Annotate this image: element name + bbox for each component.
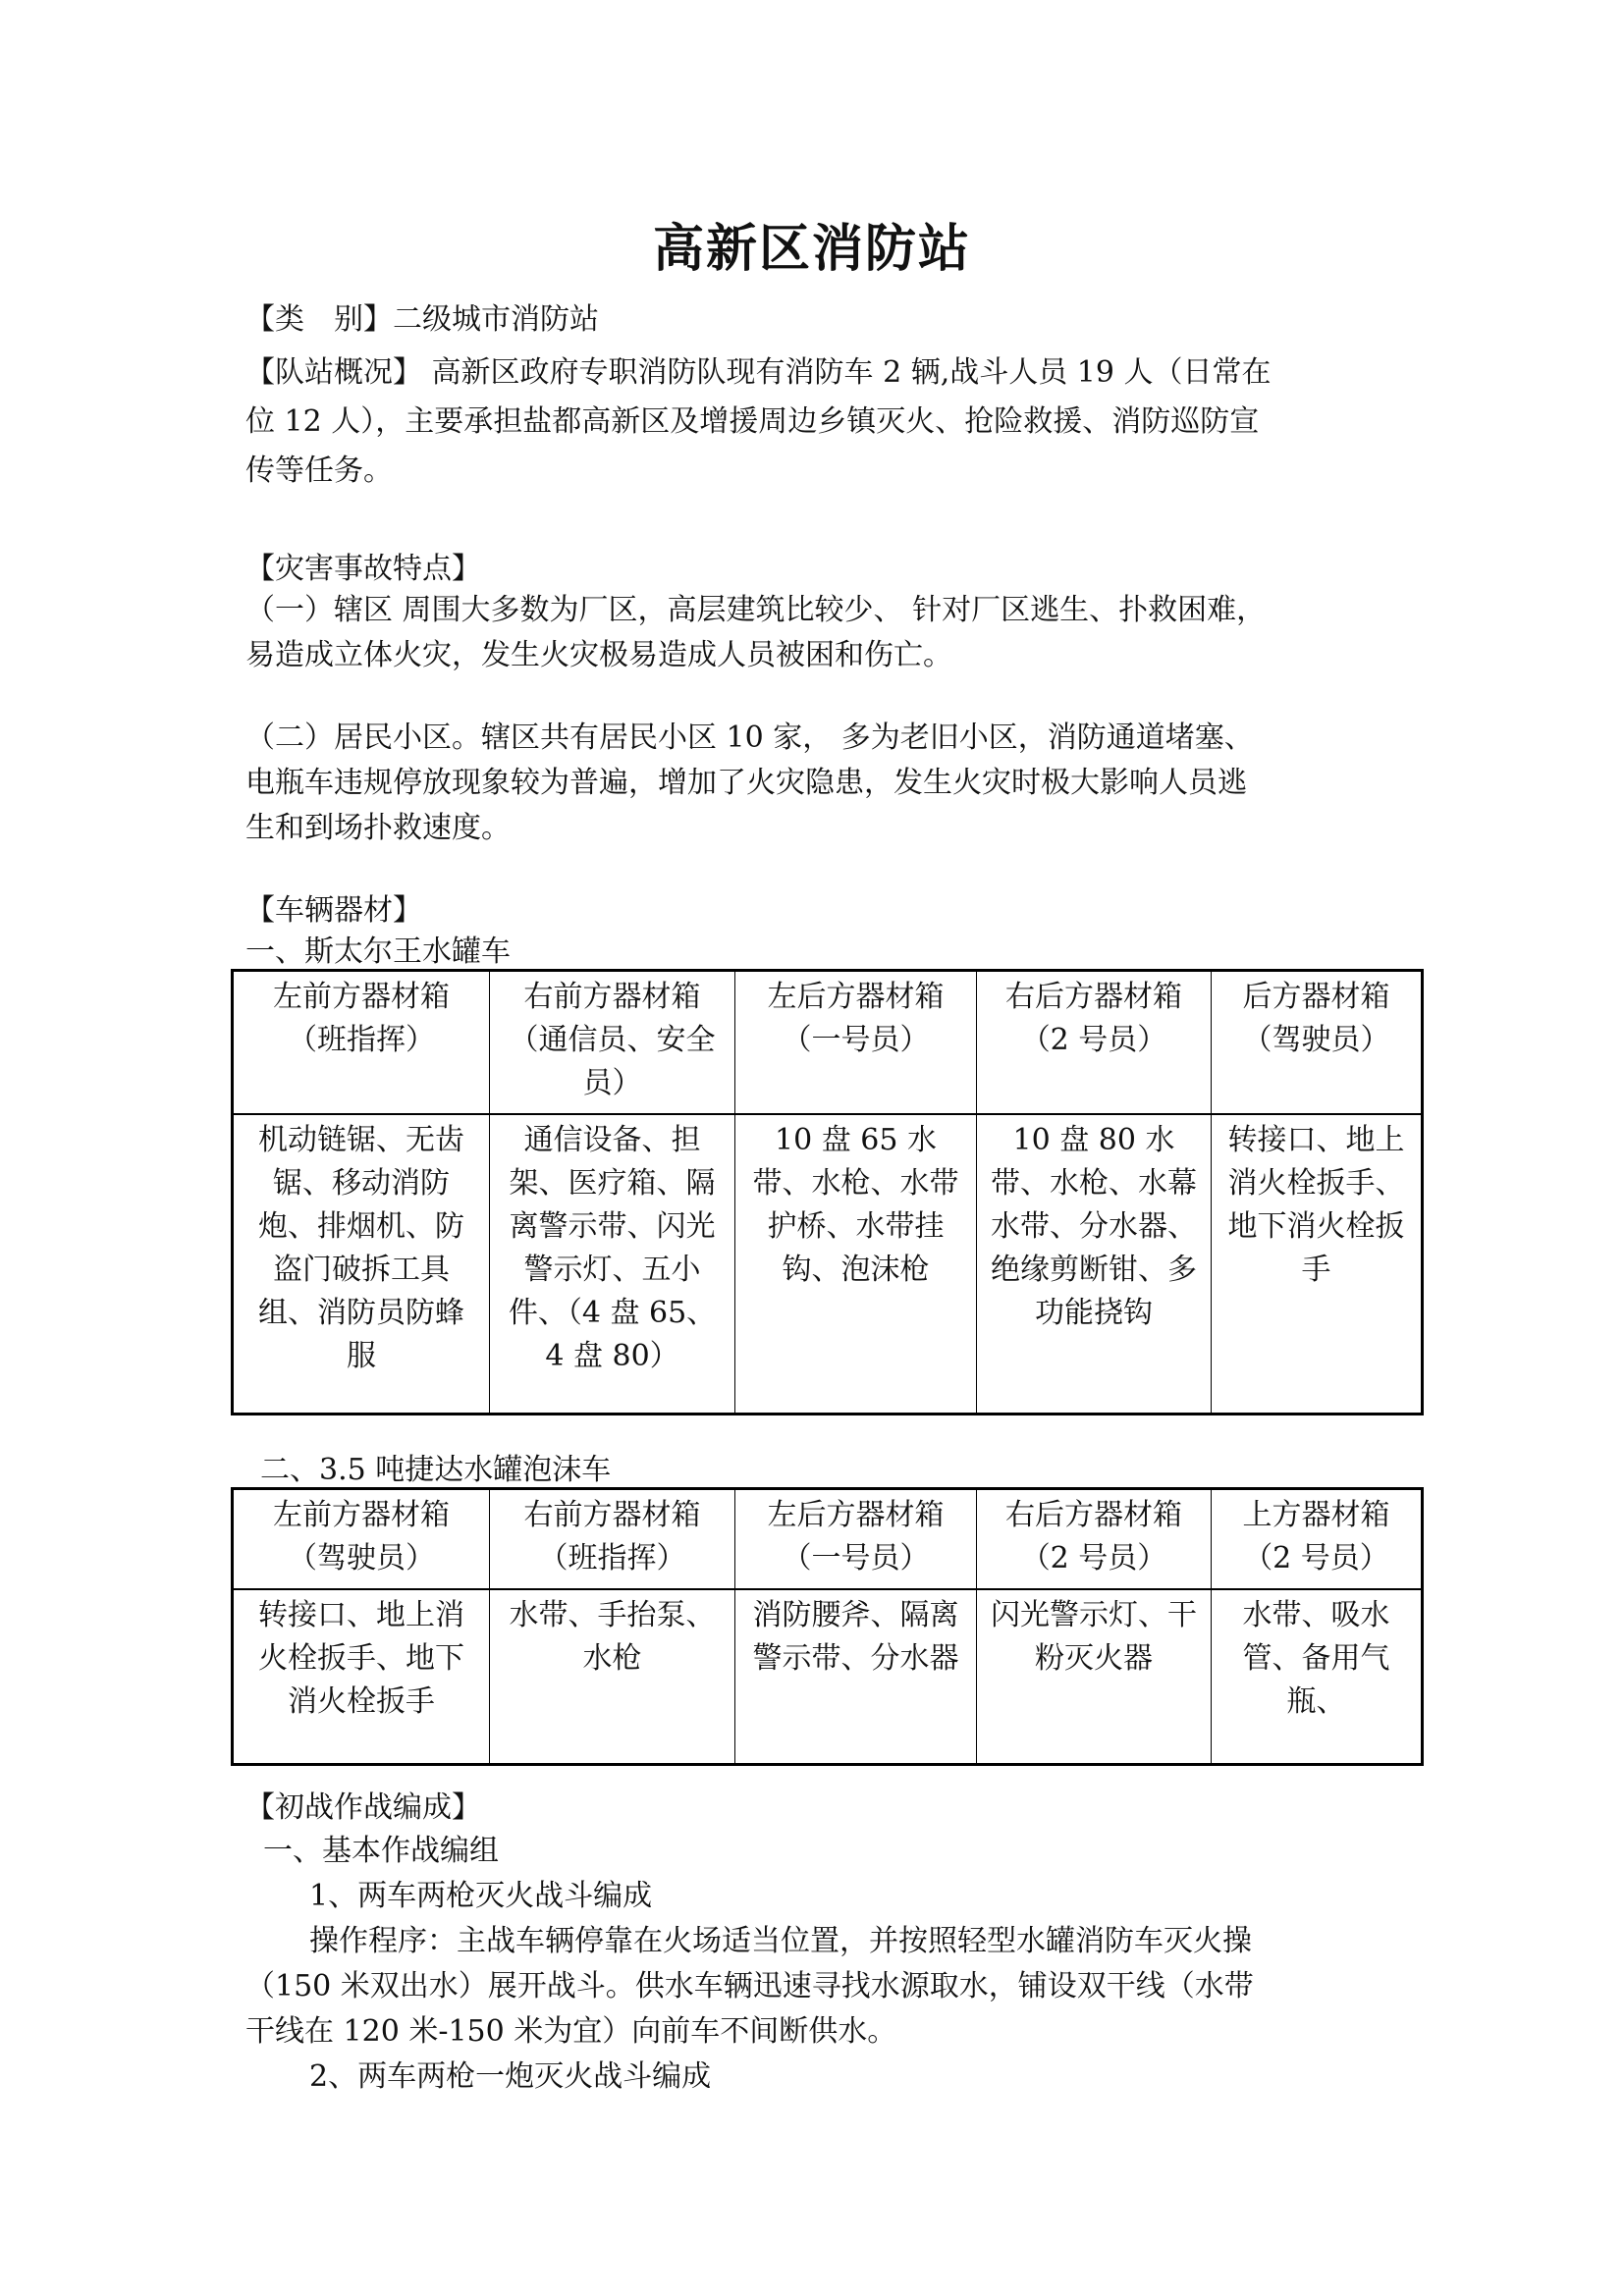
- category-label: 【类 别】: [245, 302, 393, 337]
- vehicles-heading: 【车辆器材】: [245, 893, 422, 928]
- combat-section-1: 一、基本作战编组: [263, 1834, 499, 1868]
- table-header-cell: 右前方器材箱（班指挥）: [490, 1489, 735, 1590]
- table-cell: 转接口、地上消火栓扳手、地下消火栓扳手: [233, 1589, 490, 1764]
- combat-item1-line-1: 操作程序：主战车辆停靠在火场适当位置，并按照轻型水罐消防车灭火操: [309, 1924, 1252, 1958]
- truck1-equipment-table: [231, 969, 1424, 1415]
- combat-item1-line-3: 干线在 120 米-150 米为宜）向前车不间断供水。: [245, 2014, 897, 2049]
- disaster-item2-line-2: 电瓶车违规停放现象较为普遍，增加了火灾隐患，发生火灾时极大影响人员逃: [245, 766, 1247, 800]
- table-header-cell: 左前方器材箱（驾驶员）: [233, 1489, 490, 1590]
- table-row: [233, 1589, 1423, 1764]
- table-row: [233, 1114, 1423, 1414]
- table-cell: 水带、手抬泵、水枪: [490, 1589, 735, 1764]
- disaster-heading: 【灾害事故特点】: [245, 552, 481, 586]
- disaster-item2-line-1: （二）居民小区。辖区共有居民小区 10 家， 多为老旧小区，消防通道堵塞、: [245, 721, 1254, 755]
- table-cell: 消防腰斧、隔离警示带、分水器: [735, 1589, 977, 1764]
- truck2-name: 二、3.5 吨捷达水罐泡沫车: [260, 1453, 612, 1487]
- table-cell: 水带、吸水管、备用气瓶、: [1212, 1589, 1423, 1764]
- table-cell: 转接口、地上消火栓扳手、地下消火栓扳手: [1212, 1114, 1423, 1414]
- disaster-item2-line-3: 生和到场扑救速度。: [245, 811, 511, 845]
- table-header-cell: 左后方器材箱（一号员）: [735, 1489, 977, 1590]
- table-header-cell: 后方器材箱（驾驶员）: [1212, 971, 1423, 1115]
- disaster-item1-line-1: （一）辖区 周围大多数为厂区，高层建筑比较少、 针对厂区逃生、扑救困难，: [245, 593, 1267, 627]
- table-header-cell: 左前方器材箱（班指挥）: [233, 971, 490, 1115]
- combat-item2-title: 2、两车两枪一炮灭火战斗编成: [309, 2059, 712, 2094]
- combat-item1-title: 1、两车两枪灭火战斗编成: [309, 1879, 653, 1913]
- table-header-row: [233, 971, 1423, 1115]
- table-header-cell: 右后方器材箱（2 号员）: [977, 971, 1212, 1115]
- overview-line-3: 传等任务。: [245, 454, 393, 488]
- overview-line-1: 【队站概况】 高新区政府专职消防队现有消防车 2 辆,战斗人员 19 人（日常在: [245, 355, 1272, 390]
- truck2-equipment-table: [231, 1487, 1424, 1766]
- table-header-row: [233, 1489, 1423, 1590]
- overview-line-2: 位 12 人），主要承担盐都高新区及增援周边乡镇灭火、抢险救援、消防巡防宣: [245, 404, 1260, 439]
- page-title: 高新区消防站: [652, 219, 971, 279]
- category-value: 二级城市消防站: [393, 302, 599, 337]
- truck1-name: 一、斯太尔王水罐车: [245, 934, 511, 969]
- disaster-item1-line-2: 易造成立体火灾，发生火灾极易造成人员被困和伤亡。: [245, 638, 952, 672]
- table-cell: 通信设备、担架、医疗箱、隔离警示带、闪光警示灯、五小件、（4 盘 65、4 盘 80）: [490, 1114, 735, 1414]
- table-header-cell: 上方器材箱（2 号员）: [1212, 1489, 1423, 1590]
- category-line: [245, 298, 599, 342]
- combat-heading: 【初战作战编成】: [245, 1790, 481, 1825]
- table-header-cell: 右后方器材箱（2 号员）: [977, 1489, 1212, 1590]
- table-header-cell: 左后方器材箱（一号员）: [735, 971, 977, 1115]
- table-cell: 机动链锯、无齿锯、移动消防炮、排烟机、防盗门破拆工具组、消防员防蜂服: [233, 1114, 490, 1414]
- combat-item1-line-2: （150 米双出水）展开战斗。供水车辆迅速寻找水源取水，铺设双干线（水带: [245, 1969, 1254, 2003]
- table-header-cell: 右前方器材箱（通信员、安全员）: [490, 971, 735, 1115]
- table-cell: 10 盘 80 水带、水枪、水幕水带、分水器、绝缘剪断钳、多功能挠钩: [977, 1114, 1212, 1414]
- table-cell: 闪光警示灯、干粉灭火器: [977, 1589, 1212, 1764]
- table-cell: 10 盘 65 水带、水枪、水带护桥、水带挂钩、泡沫枪: [735, 1114, 977, 1414]
